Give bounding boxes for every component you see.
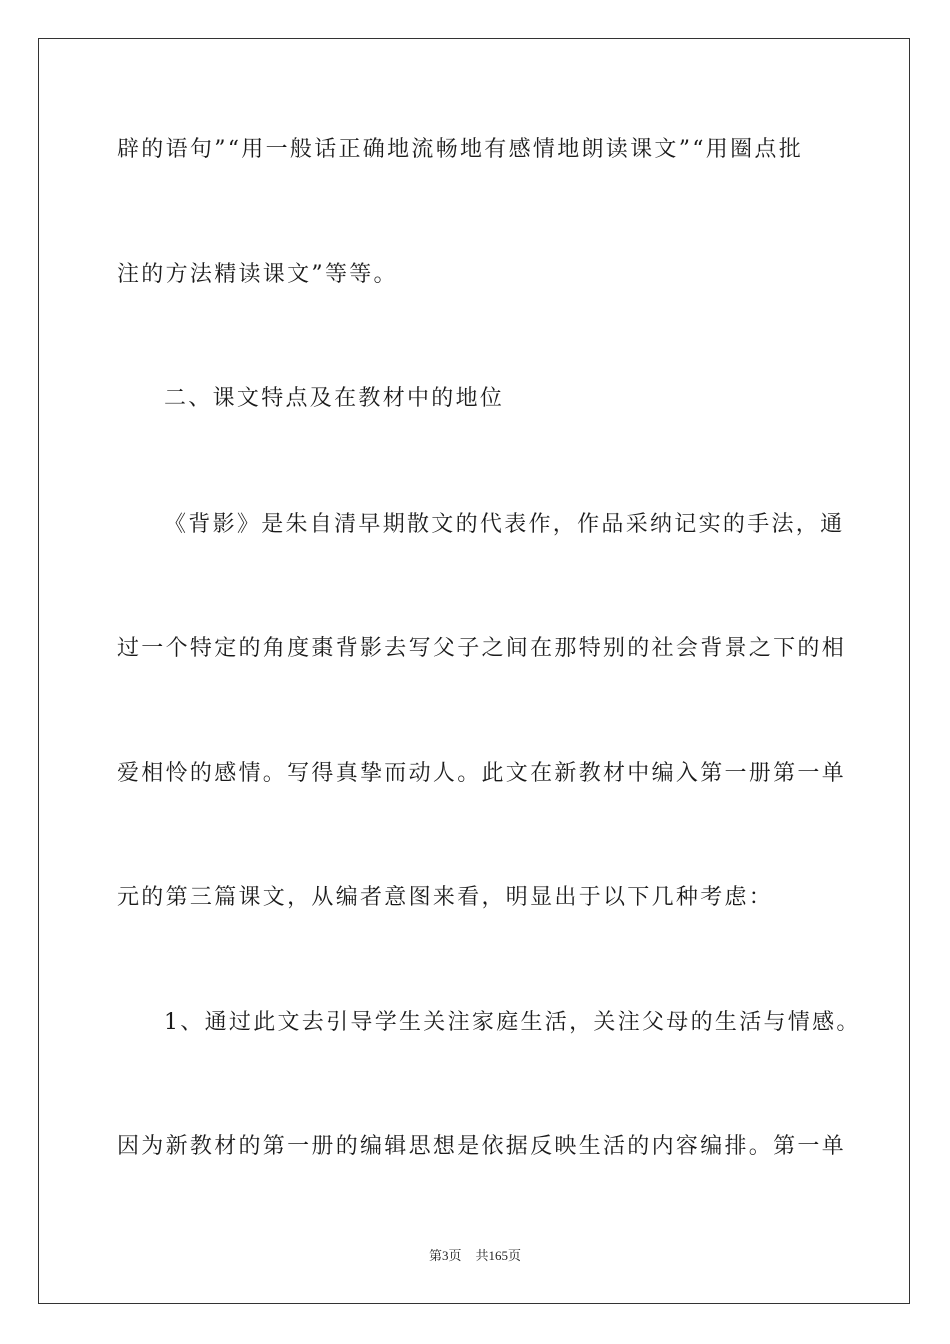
text-line-4: 《背影》是朱自清早期散文的代表作，作品采纳记实的手法，通 xyxy=(164,512,845,537)
text-line-8: 1、通过此文去引导学生关注家庭生活，关注父母的生活与情感。 xyxy=(164,1010,861,1035)
page-total: 共165页 xyxy=(475,1248,522,1263)
page-footer xyxy=(0,1247,950,1265)
text-line-5: 过一个特定的角度棗背影去写父子之间在那特别的社会背景之下的相 xyxy=(117,636,847,661)
text-line-9: 因为新教材的第一册的编辑思想是依据反映生活的内容编排。第一单 xyxy=(117,1134,847,1159)
text-line-1: 辟的语句”“用一般话正确地流畅地有感情地朗读课文”“用圈点批 xyxy=(117,137,803,162)
page-border xyxy=(38,38,910,1304)
text-line-2: 注的方法精读课文”等等。 xyxy=(117,262,398,287)
text-line-6: 爱相怜的感情。写得真挚而动人。此文在新教材中编入第一册第一单 xyxy=(117,761,847,786)
section-heading: 二、课文特点及在教材中的地位 xyxy=(164,386,505,411)
text-line-7: 元的第三篇课文，从编者意图来看，明显出于以下几种考虑： xyxy=(117,885,774,910)
page-number: 第3页 xyxy=(428,1248,462,1263)
